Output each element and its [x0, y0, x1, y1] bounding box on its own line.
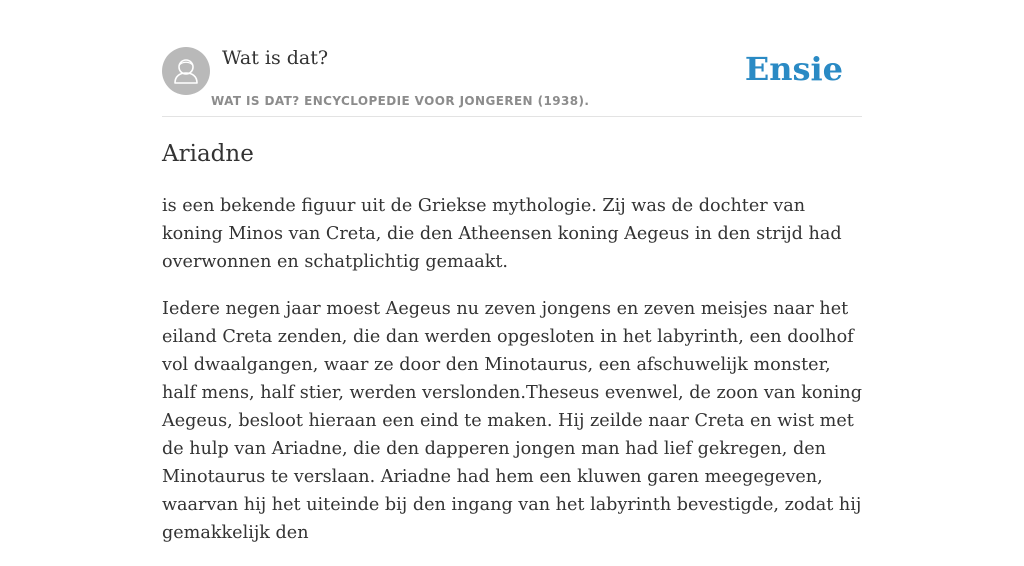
article-container — [162, 0, 863, 543]
article-header — [162, 0, 862, 117]
article-paragraph: is een bekende figuur uit de Griekse mythologie. Zij was de dochter van koning Minos van Creta, die den Atheensen koning Aegeus in den strijd had overwonnen en schatplichtig gemaakt. — [162, 196, 842, 272]
source-subtitle[interactable]: WAT IS DAT? ENCYCLOPEDIE VOOR JONGEREN (1938). — [211, 94, 590, 108]
user-icon — [162, 47, 210, 95]
article-body — [162, 192, 862, 566]
article-paragraph: Iedere negen jaar moest Aegeus nu zeven jongens en zeven meisjes naar het eiland Creta zenden, die dan werden opgesloten in het labyrinth, een doolhof vol dwaalgangen, waar ze door den Minotaurus, een afschuwelijk monster, half mens, half stier, werden verslonden.Theseus evenwel, de zoon van koning Aegeus, besloot hieraan een eind te maken. Hij zeilde naar Creta en wist met de hulp van Ariadne, die den dapperen jongen man had lief gekregen, den Minotaurus te verslaan. Ariadne had hem een kluwen garen meegegeven, waarvan hij het uiteinde bij den ingang van het labyrinth bevestigde, zodat hij gemakkelijk den — [162, 299, 863, 543]
source-title[interactable]: Wat is dat? — [222, 47, 329, 69]
ensie-logo[interactable]: Ensie — [744, 50, 843, 88]
source-avatar[interactable] — [162, 47, 210, 95]
article-title: Ariadne — [162, 141, 254, 167]
